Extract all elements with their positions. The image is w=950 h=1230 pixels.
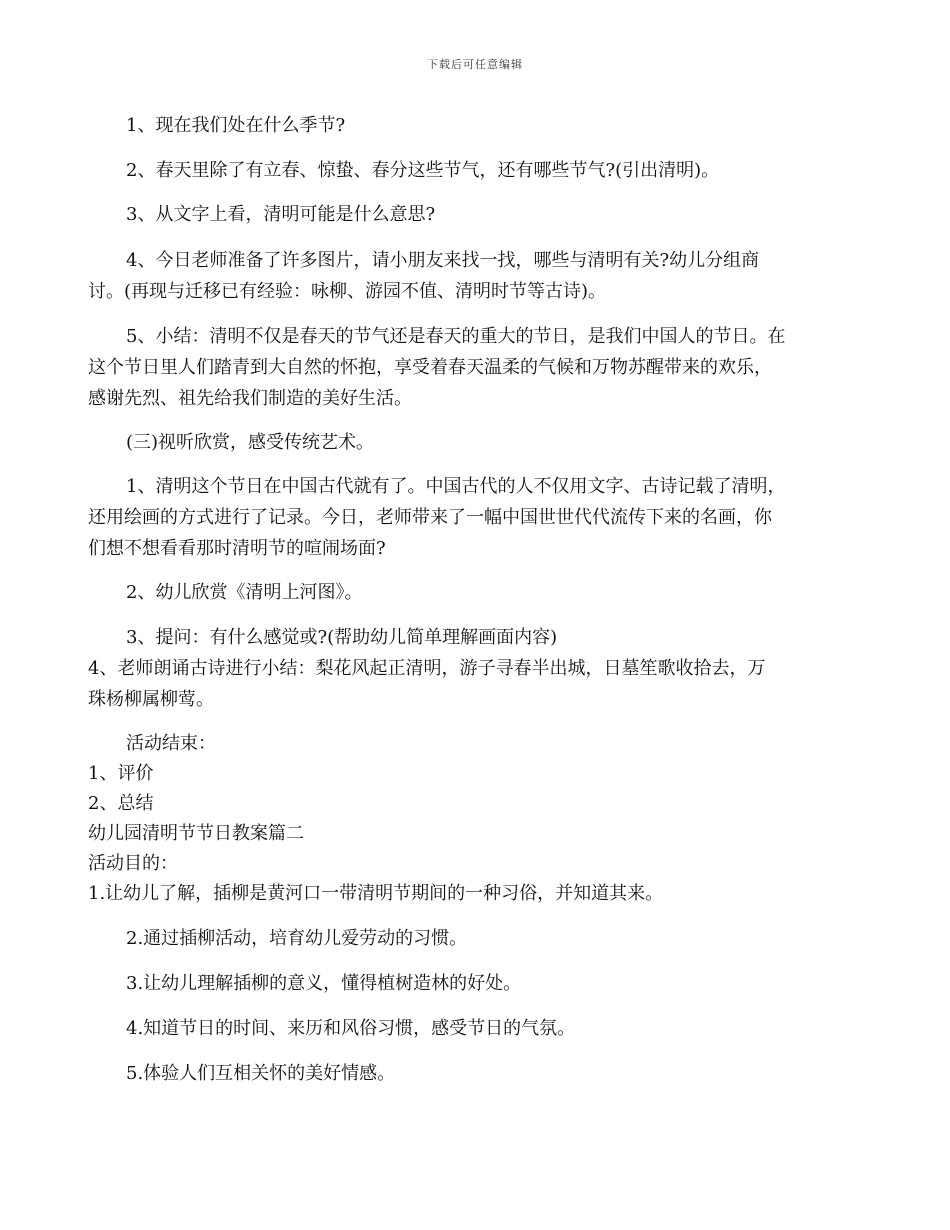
paragraph-line: 感谢先烈、祖先给我们制造的美好生活。 <box>88 388 412 409</box>
paragraph-line: 珠杨柳属柳莺。 <box>88 689 214 710</box>
paragraph-line: 这个节日里人们踏青到大自然的怀抱，享受着春天温柔的气候和万物苏醒带来的欢乐， <box>88 357 772 378</box>
paragraph-line: 4、老师朗诵古诗进行小结：梨花风起正清明，游子寻春半出城，日墓笙歌收拾去，万 <box>88 658 766 679</box>
paragraph-line: 活动目的： <box>88 853 178 874</box>
paragraph-line: 2、总结 <box>88 793 154 814</box>
paragraph-line: 2.通过插柳活动，培育幼儿爱劳动的习惯。 <box>126 928 468 949</box>
paragraph-line: 2、春天里除了有立春、惊蛰、春分这些节气，还有哪些节气?(引出清明)。 <box>126 160 720 181</box>
paragraph-line: 4.知道节日的时间、来历和风俗习惯，感受节日的气氛。 <box>126 1018 576 1039</box>
section-title: 幼儿园清明节节日教案篇二 <box>88 823 304 844</box>
paragraph-line: 2、幼儿欣赏《清明上河图》。 <box>126 582 363 603</box>
page-header: 下载后可任意编辑 <box>427 58 523 71</box>
paragraph-line: 讨。(再现与迁移已有经验：咏柳、游园不值、清明时节等古诗)。 <box>88 281 607 302</box>
paragraph-line: 3、从文字上看，清明可能是什么意思? <box>126 204 436 225</box>
paragraph-line: 3、提问：有什么感觉或?(帮助幼儿简单理解画面内容) <box>126 627 558 648</box>
paragraph-line: 们想不想看看那时清明节的喧闹场面? <box>88 538 386 559</box>
paragraph-line: 3.让幼儿理解插柳的意义，懂得植树造林的好处。 <box>126 973 522 994</box>
paragraph-line: 5.体验人们互相关怀的美好情感。 <box>126 1063 396 1084</box>
section-heading: (三)视听欣赏，感受传统艺术。 <box>126 432 375 453</box>
paragraph-line: 4、今日老师准备了许多图片，请小朋友来找一找，哪些与清明有关?幼儿分组商 <box>126 250 760 271</box>
paragraph-line: 1.让幼儿了解，插柳是黄河口一带清明节期间的一种习俗，并知道其来。 <box>88 883 664 904</box>
paragraph-line: 1、现在我们处在什么季节? <box>126 115 346 136</box>
paragraph-line: 1、清明这个节日在中国古代就有了。中国古代的人不仅用文字、古诗记载了清明， <box>126 476 786 497</box>
paragraph-line: 5、小结：清明不仅是春天的节气还是春天的重大的节日，是我们中国人的节日。在 <box>126 326 786 347</box>
paragraph-line: 1、评价 <box>88 763 154 784</box>
paragraph-line: 还用绘画的方式进行了记录。今日，老师带来了一幅中国世世代代流传下来的名画，你 <box>88 507 772 528</box>
paragraph-line: 活动结束： <box>126 733 216 754</box>
